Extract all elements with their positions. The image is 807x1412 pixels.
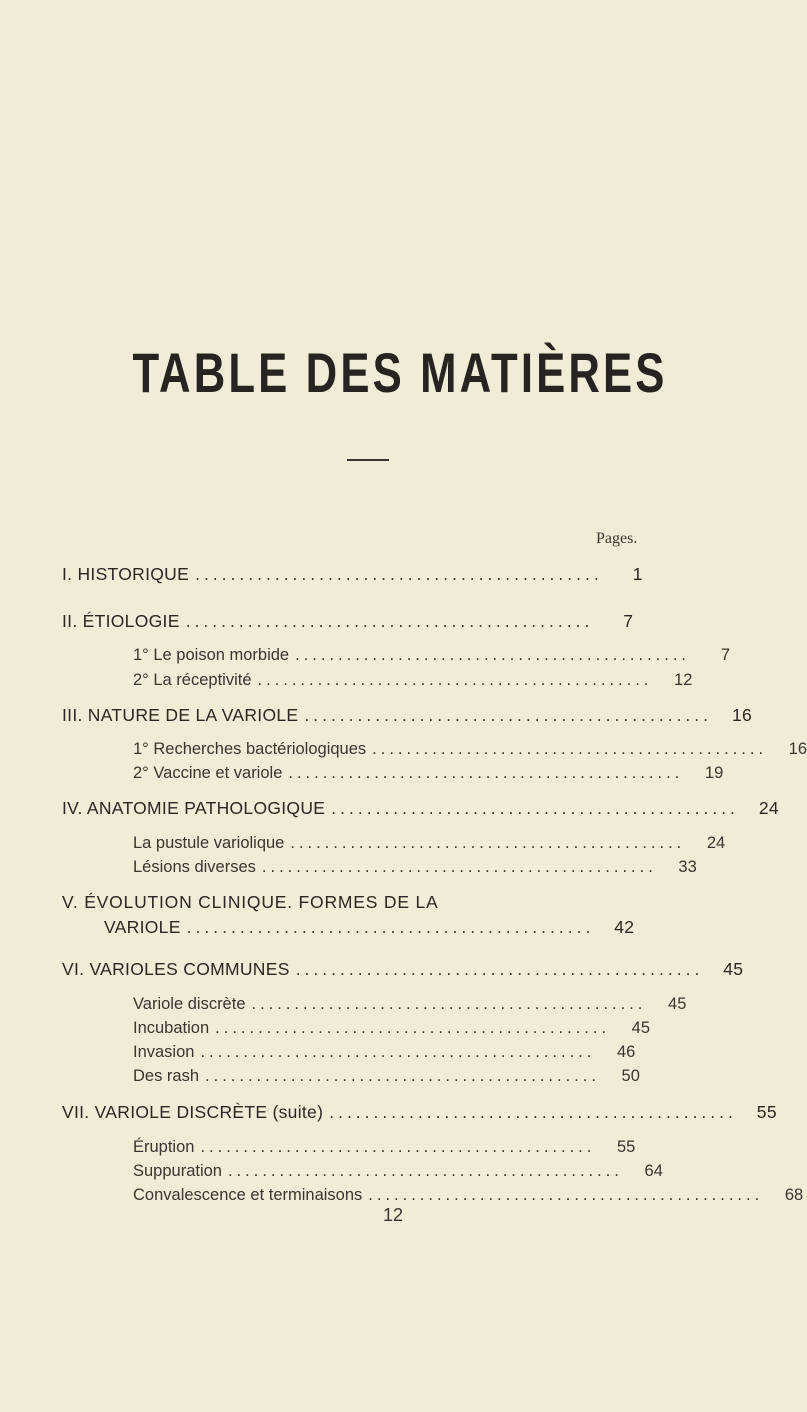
toc-entry: VII. VARIOLE DISCRÈTE (suite) .............................................. 55 bbox=[62, 1102, 777, 1122]
toc-subentry: Lésions diverses .............................................. 33 bbox=[133, 858, 697, 876]
toc-entry: III. NATURE DE LA VARIOLE .............................................. 16 bbox=[62, 705, 753, 725]
toc-subentry: 1° Recherches bactériologiques .............................................. 16 bbox=[133, 740, 807, 758]
toc-subentry: 2° Vaccine et variole .............................................. 19 bbox=[133, 764, 724, 782]
toc-subentry: Convalescence et terminaisons .............................................. 68 bbox=[133, 1186, 804, 1204]
pages-column-label: Pages. bbox=[596, 530, 638, 547]
toc-entry: VI. VARIOLES COMMUNES .............................................. 45 bbox=[62, 959, 744, 979]
toc-subentry: Variole discrète .............................................. 45 bbox=[133, 995, 687, 1013]
toc-subentry: 1° Le poison morbide .............................................. 7 bbox=[133, 646, 730, 664]
toc-subentry: Éruption .............................................. 55 bbox=[133, 1138, 636, 1156]
toc-entry: VARIOLE .............................................. 42 bbox=[104, 917, 635, 937]
toc-subentry: Des rash .............................................. 50 bbox=[133, 1067, 640, 1085]
title-rule bbox=[347, 459, 389, 461]
page-folio: 12 bbox=[383, 1205, 404, 1225]
toc-entry: IV. ANATOMIE PATHOLOGIQUE .............................................. 24 bbox=[62, 798, 779, 818]
toc-subentry: 2° La réceptivité .............................................. 12 bbox=[133, 671, 693, 689]
toc-subentry: La pustule variolique .............................................. 24 bbox=[133, 834, 726, 852]
toc-subentry: Suppuration .............................................. 64 bbox=[133, 1162, 663, 1180]
toc-subentry: Invasion .............................................. 46 bbox=[133, 1043, 636, 1061]
toc-entry-heading-line: V. ÉVOLUTION CLINIQUE. FORMES DE LA bbox=[62, 892, 439, 912]
toc-subentry: Incubation .............................................. 45 bbox=[133, 1019, 651, 1037]
toc-entry: I. HISTORIQUE .............................................. 1 bbox=[62, 564, 643, 584]
page-title: TABLE DES MATIÈRES bbox=[132, 341, 668, 404]
toc-entry: II. ÉTIOLOGIE .............................................. 7 bbox=[62, 611, 634, 631]
